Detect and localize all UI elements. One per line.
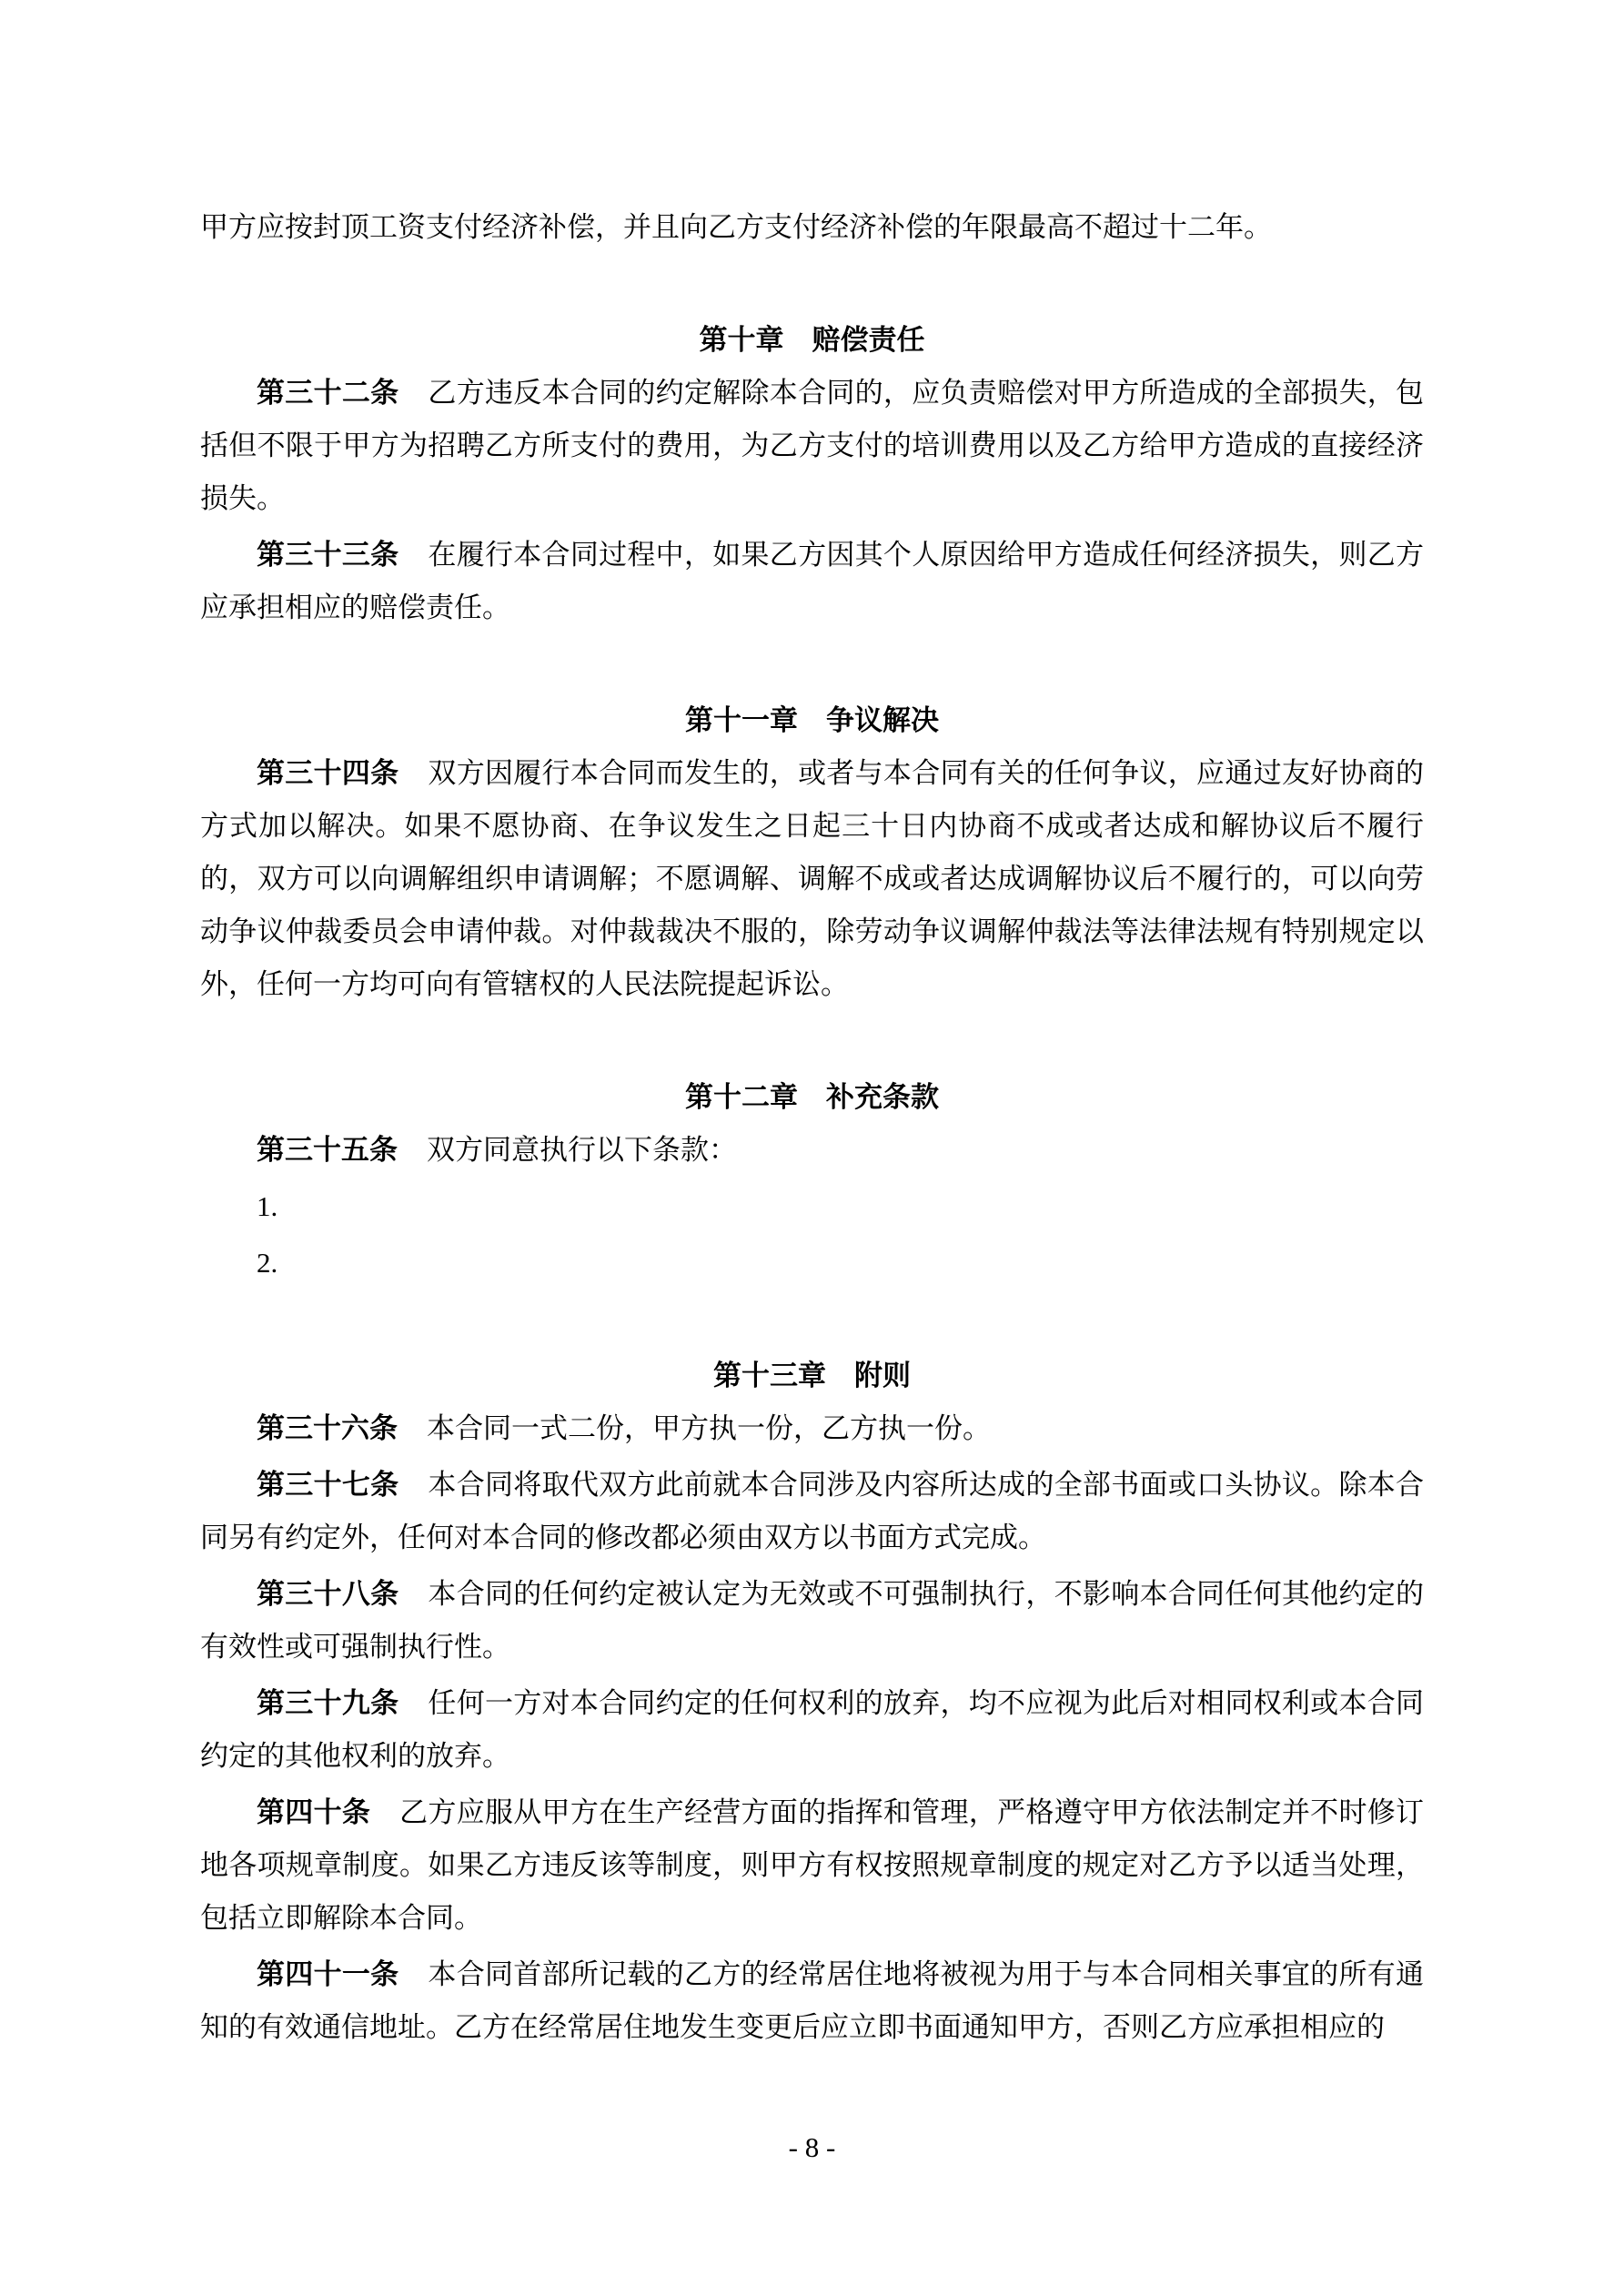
article-number: 第三十四条 [257,757,399,789]
article-33 [200,529,1424,634]
article-38 [200,1568,1424,1674]
article-number: 第三十八条 [257,1578,399,1610]
chapter-heading-13 [200,1350,1424,1402]
article-text: 本合同将取代双方此前就本合同涉及内容所达成的全部书面或口头协议。除本合同另有约定外，任何对本合同的修改都必须由双方以书面方式完成。 [200,1469,1425,1553]
chapter-title: 赔偿责任 [812,324,925,356]
article-text: 本合同的任何约定被认定为无效或不可强制执行，不影响本合同任何其他约定的有效性或可强制执行性。 [200,1578,1425,1663]
article-number: 第三十五条 [257,1134,398,1166]
article-text: 双方同意执行以下条款： [427,1134,737,1166]
article-number: 第三十六条 [257,1412,398,1444]
article-number: 第四十条 [257,1796,371,1828]
chapter-heading-11 [200,694,1424,747]
article-number: 第四十一条 [257,1958,399,1990]
article-text: 双方因履行本合同而发生的，或者与本合同有关的任何争议，应通过友好协商的方式加以解决。如果不愿协商、在争议发生之日起三十日内协商不成或者达成和解协议后不履行的，双方可以向调解组织申请调解；不愿调解、调解不成或者达成调解协议后不履行的，可以向劳动争议仲裁委员会申请仲裁。对仲裁裁决不服的，除劳动争议调解仲裁法等法律法规有特别规定以外，任何一方均可向有管辖权的人民法院提起诉讼。 [200,757,1425,1000]
chapter-number: 第十一章 [685,704,798,736]
article-number: 第三十七条 [257,1469,399,1501]
article-text: 任何一方对本合同约定的任何权利的放弃，均不应视为此后对相同权利或本合同约定的其他权利的放弃。 [200,1687,1425,1772]
article-32 [200,367,1424,525]
page-number: - 8 - [788,2131,836,2163]
article-41 [200,1948,1424,2054]
chapter-heading-10 [200,314,1424,367]
chapter-title: 争议解决 [826,704,939,736]
supplement-item-1: 1. [257,1190,278,1222]
article-39 [200,1677,1424,1783]
article-number: 第三十九条 [257,1687,399,1719]
article-36 [200,1402,1424,1455]
chapter-number: 第十章 [699,324,784,356]
chapter-heading-12 [200,1071,1424,1124]
article-37 [200,1459,1424,1564]
paragraph-continuation: 甲方应按封顶工资支付经济补偿，并且向乙方支付经济补偿的年限最高不超过十二年。 [200,211,1272,243]
chapter-title: 附则 [854,1360,911,1391]
article-text: 在履行本合同过程中，如果乙方因其个人原因给甲方造成任何经济损失，则乙方应承担相应的赔偿责任。 [200,539,1425,623]
chapter-number: 第十三章 [713,1360,826,1391]
chapter-number: 第十二章 [685,1081,798,1113]
chapter-title: 补充条款 [826,1081,939,1113]
article-text: 本合同首部所记载的乙方的经常居住地将被视为用于与本合同相关事宜的所有通知的有效通信地址。乙方在经常居住地发生变更后应立即书面通知甲方，否则乙方应承担相应的 [200,1958,1425,2043]
article-text: 本合同一式二份，甲方执一份，乙方执一份。 [427,1412,991,1444]
article-text: 乙方违反本合同的约定解除本合同的，应负责赔偿对甲方所造成的全部损失，包括但不限于甲方为招聘乙方所支付的费用，为乙方支付的培训费用以及乙方给甲方造成的直接经济损失。 [200,377,1425,514]
article-number: 第三十三条 [257,539,399,571]
article-35 [200,1124,1424,1177]
article-40 [200,1786,1424,1945]
supplement-item-2: 2. [257,1247,278,1279]
article-34 [200,747,1424,1011]
article-text: 乙方应服从甲方在生产经营方面的指挥和管理，严格遵守甲方依法制定并不时修订地各项规章制度。如果乙方违反该等制度，则甲方有权按照规章制度的规定对乙方予以适当处理，包括立即解除本合同。 [200,1796,1425,1934]
article-number: 第三十二条 [257,377,399,409]
document-body [200,0,1424,2058]
